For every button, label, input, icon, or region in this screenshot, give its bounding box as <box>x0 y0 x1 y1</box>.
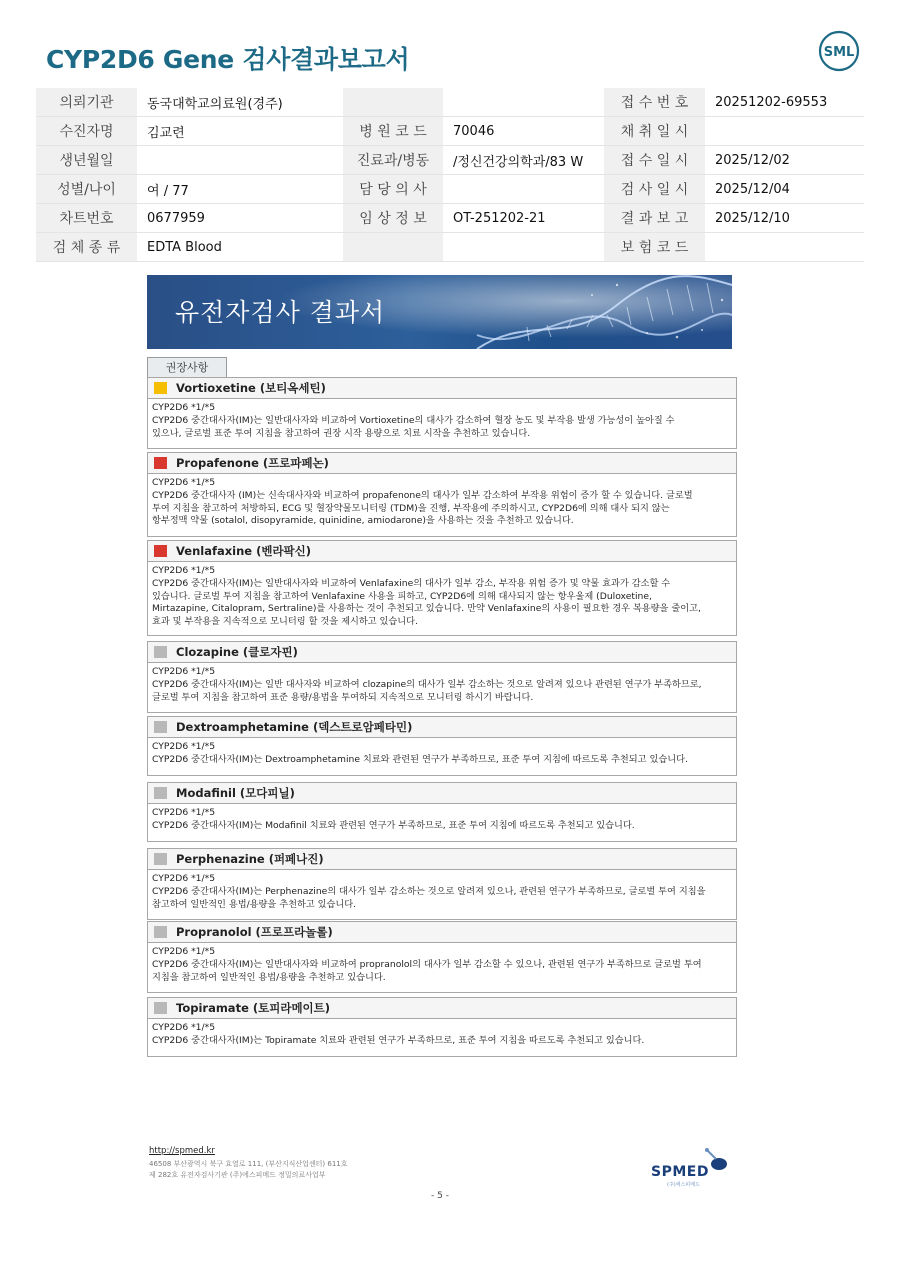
recommendation-text-line: 글로벌 투여 지침을 참고하여 표준 용량/용법을 투여하되 지속적으로 모니터링 하시기 바랍니다. <box>152 691 534 703</box>
recommendation-header <box>148 922 736 943</box>
recommendation-body <box>148 474 736 536</box>
recommendation-body <box>148 562 736 635</box>
recommendation-text-line: 항부정맥 약물 (sotalol, disopyramide, quinidine, amiodarone)을 사용하는 것을 추천하고 있습니다. <box>152 515 574 527</box>
recommendation-body <box>148 399 736 448</box>
recommendation-body <box>148 943 736 992</box>
recommendation-header <box>148 453 736 474</box>
info-row <box>36 233 864 262</box>
info-label: 수진자명 <box>36 117 137 146</box>
risk-level-square-icon <box>154 545 167 557</box>
recommendation-text-line: CYP2D6 중간대사자(IM)는 Modafinil 치료와 관련된 연구가 부족하므로, 표준 투여 지침에 따르도록 추천되고 있습니다. <box>152 819 635 831</box>
info-row <box>36 146 864 175</box>
risk-level-square-icon <box>154 457 167 469</box>
recommendation-card <box>147 782 737 842</box>
recommendation-header <box>148 717 736 738</box>
info-value: 70046 <box>443 117 604 146</box>
recommendation-header <box>148 541 736 562</box>
info-row <box>36 88 864 117</box>
recommendation-card <box>147 641 737 713</box>
recommendation-header <box>148 378 736 399</box>
drug-name: Perphenazine (퍼페나진) <box>176 852 324 866</box>
genotype: CYP2D6 *1/*5 <box>152 402 216 413</box>
info-label: 검 사 일 시 <box>604 175 705 204</box>
info-label: 생년월일 <box>36 146 137 175</box>
risk-level-square-icon <box>154 853 167 865</box>
risk-level-square-icon <box>154 1002 167 1014</box>
info-label: 접 수 일 시 <box>604 146 705 175</box>
tab-recommendations[interactable]: 권장사항 <box>147 357 227 378</box>
info-label: 병 원 코 드 <box>343 117 443 146</box>
recommendation-text-line: 투여 지침을 참고하여 처방하되, ECG 및 혈장약물모니터링 (TDM)을 진행, 부작용에 주의하시고, CYP2D6에 의해 대사 되지 않는 <box>152 502 670 514</box>
recommendation-text-line: 있으나, 글로벌 표준 투여 지침을 참고하여 권장 시작 용량으로 치료 시작을 추천하고 있습니다. <box>152 427 531 439</box>
recommendation-text-line: CYP2D6 중간대사자(IM)는 일반대사자와 비교하여 Vortioxetine의 대사가 감소하여 혈장 농도 및 부작용 발생 가능성이 높아질 수 <box>152 414 675 426</box>
info-label: 결 과 보 고 <box>604 204 705 233</box>
recommendation-card <box>147 377 737 449</box>
risk-level-square-icon <box>154 721 167 733</box>
info-label: 검 체 종 류 <box>36 233 137 262</box>
spmed-logo: SPMED <box>651 1164 709 1180</box>
drug-name: Vortioxetine (보티옥세틴) <box>176 381 326 395</box>
genotype: CYP2D6 *1/*5 <box>152 873 216 884</box>
recommendation-text-line: CYP2D6 중간대사자(IM)는 Perphenazine의 대사가 일부 감소하는 것으로 알려져 있으나, 관련된 연구가 부족하므로, 글로벌 투여 지침을 <box>152 885 706 897</box>
drug-name: Propranolol (프로프라놀롤) <box>176 925 333 939</box>
recommendation-body <box>148 870 736 919</box>
info-value <box>443 233 604 262</box>
recommendation-text-line: 지침을 참고하여 일반적인 용법/용량을 추천하고 있습니다. <box>152 971 386 983</box>
recommendation-body <box>148 804 736 841</box>
info-label: 임 상 정 보 <box>343 204 443 233</box>
info-value: 김교련 <box>137 117 343 146</box>
info-value: 2025/12/04 <box>705 175 864 204</box>
spmed-logo-subtitle: (주)에스피메드 <box>667 1182 700 1188</box>
drug-name: Clozapine (클로자핀) <box>176 645 298 659</box>
info-value: 여 / 77 <box>137 175 343 204</box>
drug-name: Modafinil (모다피닐) <box>176 786 295 800</box>
recommendation-card <box>147 716 737 776</box>
page-title: CYP2D6 Gene 검사결과보고서 <box>46 45 410 74</box>
info-value <box>705 233 864 262</box>
recommendation-text-line: Mirtazapine, Citalopram, Sertraline)를 사용하는 것이 추천되고 있습니다. 만약 Venlafaxine의 사용이 필요한 경우 복용량을 줄이고, <box>152 603 701 615</box>
risk-level-square-icon <box>154 787 167 799</box>
info-label: 채 취 일 시 <box>604 117 705 146</box>
info-label: 접 수 번 호 <box>604 88 705 117</box>
info-row <box>36 175 864 204</box>
recommendation-card <box>147 921 737 993</box>
info-label: 진료과/병동 <box>343 146 443 175</box>
footer-license: 제 282호 유전자검사기관 (주)에스피메드 정밀의료사업부 <box>149 1171 326 1179</box>
recommendation-card <box>147 848 737 920</box>
info-row <box>36 204 864 233</box>
recommendation-text-line: CYP2D6 중간대사자 (IM)는 신속대사자와 비교하여 propafenone의 대사가 일부 감소하여 부작용 위험이 증가 할 수 있습니다. 글로벌 <box>152 489 693 501</box>
info-row <box>36 117 864 146</box>
footer-address: 46508 부산광역시 북구 효열로 111, (부산지식산업센터) 611호 <box>149 1160 348 1168</box>
recommendation-body <box>148 663 736 712</box>
info-label: 차트번호 <box>36 204 137 233</box>
recommendation-text-line: CYP2D6 중간대사자(IM)는 일반 대사자와 비교하여 clozapine의 대사가 일부 감소하는 것으로 알려져 있으나 관련된 연구가 부족하므로, <box>152 678 702 690</box>
risk-level-square-icon <box>154 926 167 938</box>
footer-link[interactable]: http://spmed.kr <box>149 1146 215 1156</box>
genotype: CYP2D6 *1/*5 <box>152 946 216 957</box>
page-number: - 5 - <box>431 1191 449 1201</box>
recommendation-card <box>147 997 737 1057</box>
drug-name: Topiramate (토피라메이트) <box>176 1001 331 1015</box>
info-value: /정신건강의학과/83 W <box>443 146 604 175</box>
drug-name: Propafenone (프로파페논) <box>176 456 329 470</box>
genotype: CYP2D6 *1/*5 <box>152 741 216 752</box>
recommendation-text-line: CYP2D6 중간대사자(IM)는 일반대사자와 비교하여 propranolol의 대사가 일부 감소할 수 있으나, 관련된 연구가 부족하므로 글로벌 투여 <box>152 958 702 970</box>
recommendation-body <box>148 738 736 775</box>
info-label: 의뢰기관 <box>36 88 137 117</box>
recommendation-text-line: CYP2D6 중간대사자(IM)는 Topiramate 치료와 관련된 연구가 부족하므로, 표준 투여 지침을 따르도록 추천되고 있습니다. <box>152 1034 645 1046</box>
info-label: 보 험 코 드 <box>604 233 705 262</box>
svg-text:SML: SML <box>823 45 855 60</box>
recommendation-card <box>147 452 737 537</box>
recommendation-text-line: 참고하여 일반적인 용법/용량을 추천하고 있습니다. <box>152 898 357 910</box>
info-value <box>443 88 604 117</box>
recommendation-text-line: CYP2D6 중간대사자(IM)는 Dextroamphetamine 치료와 관련된 연구가 부족하므로, 표준 투여 지침에 따르도록 추천되고 있습니다. <box>152 753 688 765</box>
info-value: 동국대학교의료원(경주) <box>137 88 343 117</box>
info-value: 20251202-69553 <box>705 88 864 117</box>
genotype: CYP2D6 *1/*5 <box>152 477 216 488</box>
info-value <box>137 146 343 175</box>
genotype: CYP2D6 *1/*5 <box>152 1022 216 1033</box>
recommendation-header <box>148 849 736 870</box>
genotype: CYP2D6 *1/*5 <box>152 565 216 576</box>
recommendation-text-line: 효과 및 부작용을 지속적으로 모니터링 할 것을 제시하고 있습니다. <box>152 616 418 628</box>
drug-name: Venlafaxine (벤라팍신) <box>176 544 312 558</box>
info-value: 2025/12/02 <box>705 146 864 175</box>
info-label: 성별/나이 <box>36 175 137 204</box>
recommendation-header <box>148 642 736 663</box>
recommendation-text-line: CYP2D6 중간대사자(IM)는 일반대사자와 비교하여 Venlafaxine의 대사가 일부 감소, 부작용 위험 증가 및 약물 효과가 감소할 수 <box>152 577 671 589</box>
drug-name: Dextroamphetamine (덱스트로암페타민) <box>176 720 413 734</box>
info-label <box>343 233 443 262</box>
info-value <box>705 117 864 146</box>
banner-title: 유전자검사 결과서 <box>175 298 386 327</box>
risk-level-square-icon <box>154 646 167 658</box>
recommendation-text-line: 있습니다. 글로벌 투여 지침을 참고하여 Venlafaxine 사용을 피하고, CYP2D6에 의해 대사되지 않는 항우울제 (Duloxetine, <box>152 590 652 602</box>
info-value: 2025/12/10 <box>705 204 864 233</box>
info-label: 담 당 의 사 <box>343 175 443 204</box>
recommendation-header <box>148 998 736 1019</box>
spmed-logo-icon <box>702 1145 730 1173</box>
genotype: CYP2D6 *1/*5 <box>152 807 216 818</box>
patient-info-table <box>36 88 864 262</box>
info-value <box>443 175 604 204</box>
result-banner <box>147 275 732 349</box>
recommendation-body <box>148 1019 736 1056</box>
genotype: CYP2D6 *1/*5 <box>152 666 216 677</box>
sml-logo <box>818 30 860 72</box>
info-value: 0677959 <box>137 204 343 233</box>
risk-level-square-icon <box>154 382 167 394</box>
info-label <box>343 88 443 117</box>
info-value: OT-251202-21 <box>443 204 604 233</box>
info-value: EDTA Blood <box>137 233 343 262</box>
recommendation-header <box>148 783 736 804</box>
recommendation-card <box>147 540 737 636</box>
